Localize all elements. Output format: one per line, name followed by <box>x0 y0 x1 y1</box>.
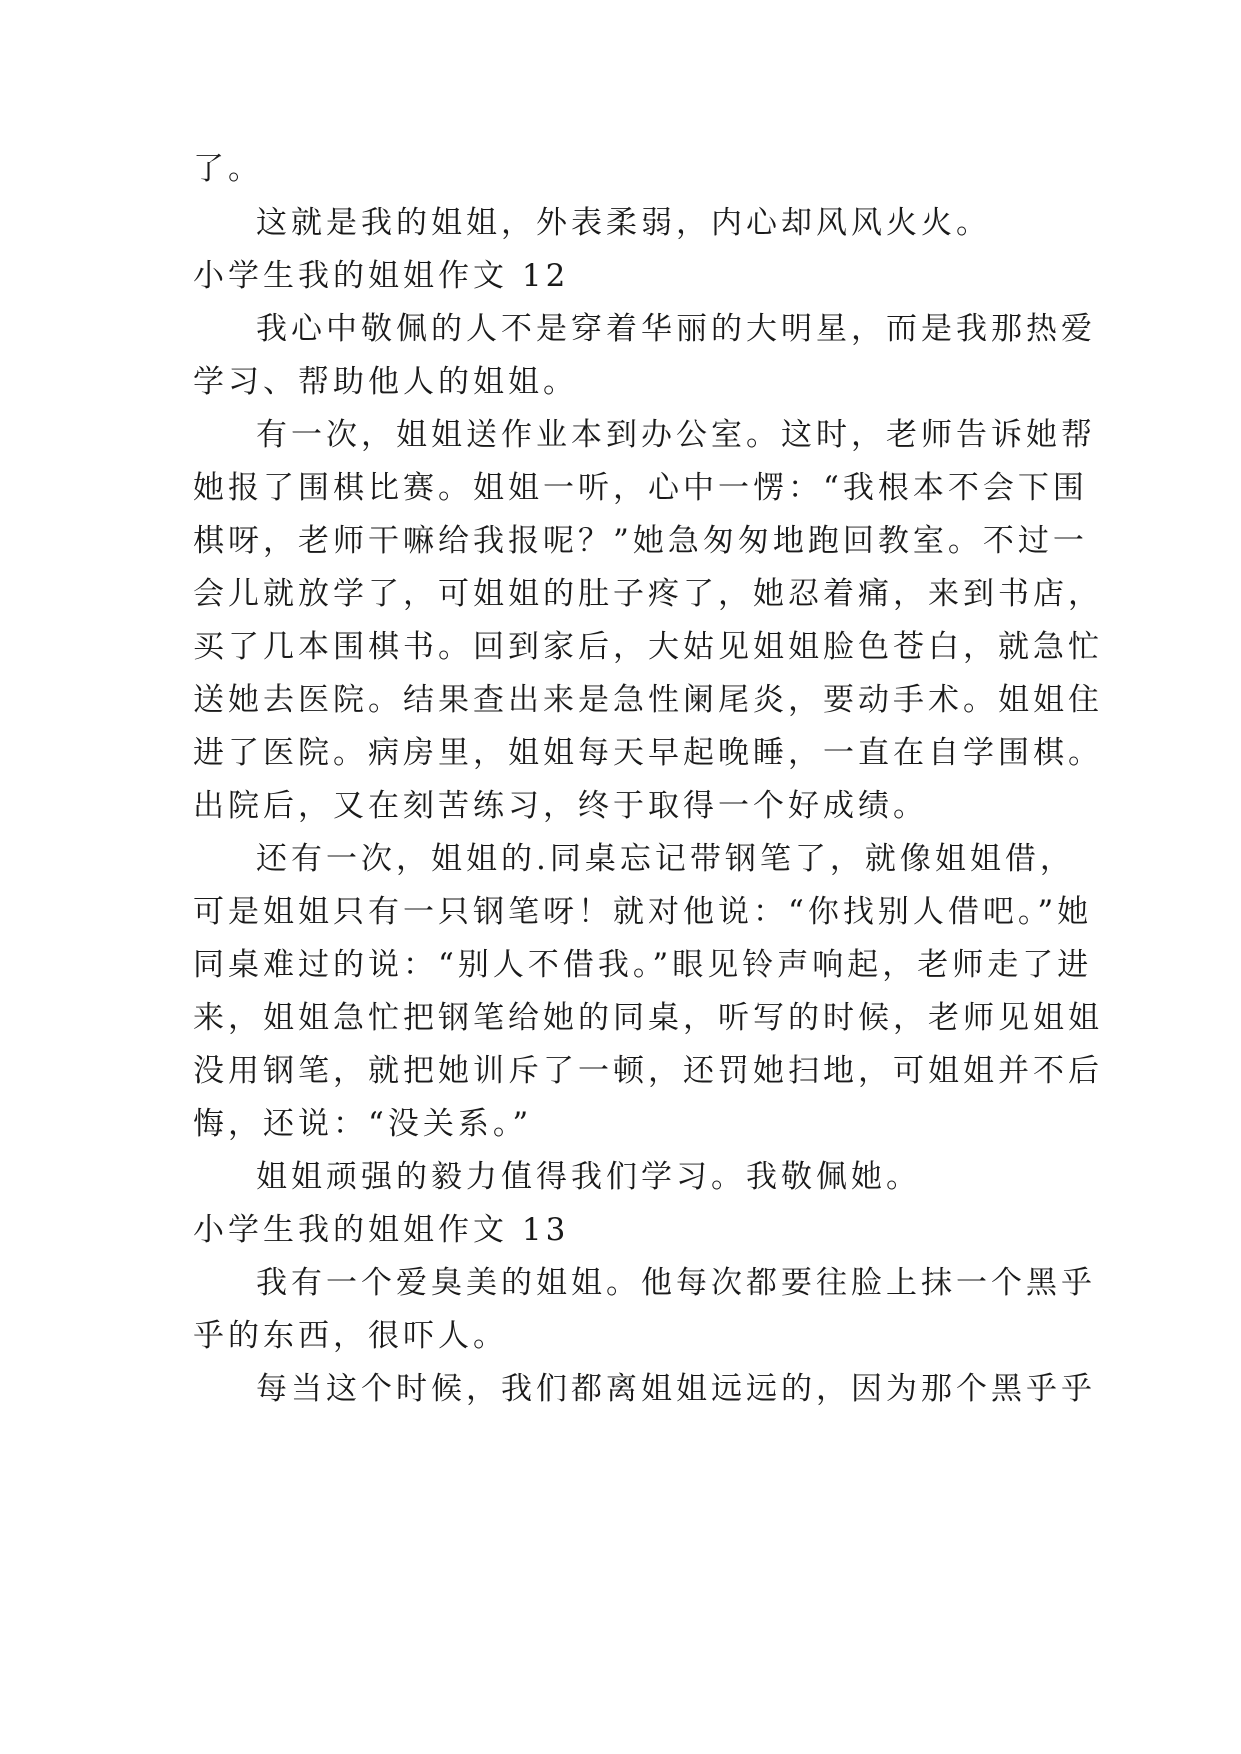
text-line: 学习、帮助他人的姐姐。 <box>193 364 578 400</box>
text-line: 进了医院。病房里，姐姐每天早起晚睡，一直在自学围棋。 <box>193 735 1103 771</box>
text-line: 送她去医院。结果查出来是急性阑尾炎，要动手术。姐姐住 <box>193 682 1103 718</box>
paragraph-line: 姐姐顽强的毅力值得我们学习。我敬佩她。 <box>256 1159 921 1195</box>
paragraph-line: 我心中敬佩的人不是穿着华丽的大明星，而是我那热爱 <box>256 311 1096 347</box>
paragraph-line: 这就是我的姐姐，外表柔弱，内心却风风火火。 <box>256 205 991 241</box>
text-line: 她报了围棋比赛。姐姐一听，心中一愣：“我根本不会下围 <box>193 470 1088 506</box>
section-heading: 小学生我的姐姐作文 12 <box>193 258 570 294</box>
text-line: 乎的东西，很吓人。 <box>193 1318 508 1354</box>
paragraph-line: 每当这个时候，我们都离姐姐远远的，因为那个黑乎乎 <box>256 1371 1096 1407</box>
text-line: 出院后，又在刻苦练习，终于取得一个好成绩。 <box>193 788 928 824</box>
text-line: 可是姐姐只有一只钢笔呀！就对他说：“你找别人借吧。”她 <box>193 894 1093 930</box>
text-line: 买了几本围棋书。回到家后，大姑见姐姐脸色苍白，就急忙 <box>193 629 1103 665</box>
text-line: 同桌难过的说：“别人不借我。”眼见铃声响起，老师走了进 <box>193 947 1093 983</box>
text-line: 来，姐姐急忙把钢笔给她的同桌，听写的时候，老师见姐姐 <box>193 1000 1103 1036</box>
paragraph-line: 我有一个爱臭美的姐姐。他每次都要往脸上抹一个黑乎 <box>256 1265 1096 1301</box>
paragraph-line: 还有一次，姐姐的.同桌忘记带钢笔了，就像姐姐借， <box>256 841 1075 877</box>
text-line: 没用钢笔，就把她训斥了一顿，还罚她扫地，可姐姐并不后 <box>193 1053 1103 1089</box>
text-line: 会儿就放学了，可姐姐的肚子疼了，她忍着痛，来到书店， <box>193 576 1103 612</box>
text-line: 了。 <box>193 151 263 187</box>
paragraph-line: 有一次，姐姐送作业本到办公室。这时，老师告诉她帮 <box>256 417 1096 453</box>
text-line: 悔，还说：“没关系。” <box>193 1106 533 1142</box>
section-heading: 小学生我的姐姐作文 13 <box>193 1212 570 1248</box>
text-line: 棋呀，老师干嘛给我报呢？”她急匆匆地跑回教室。不过一 <box>193 523 1088 559</box>
